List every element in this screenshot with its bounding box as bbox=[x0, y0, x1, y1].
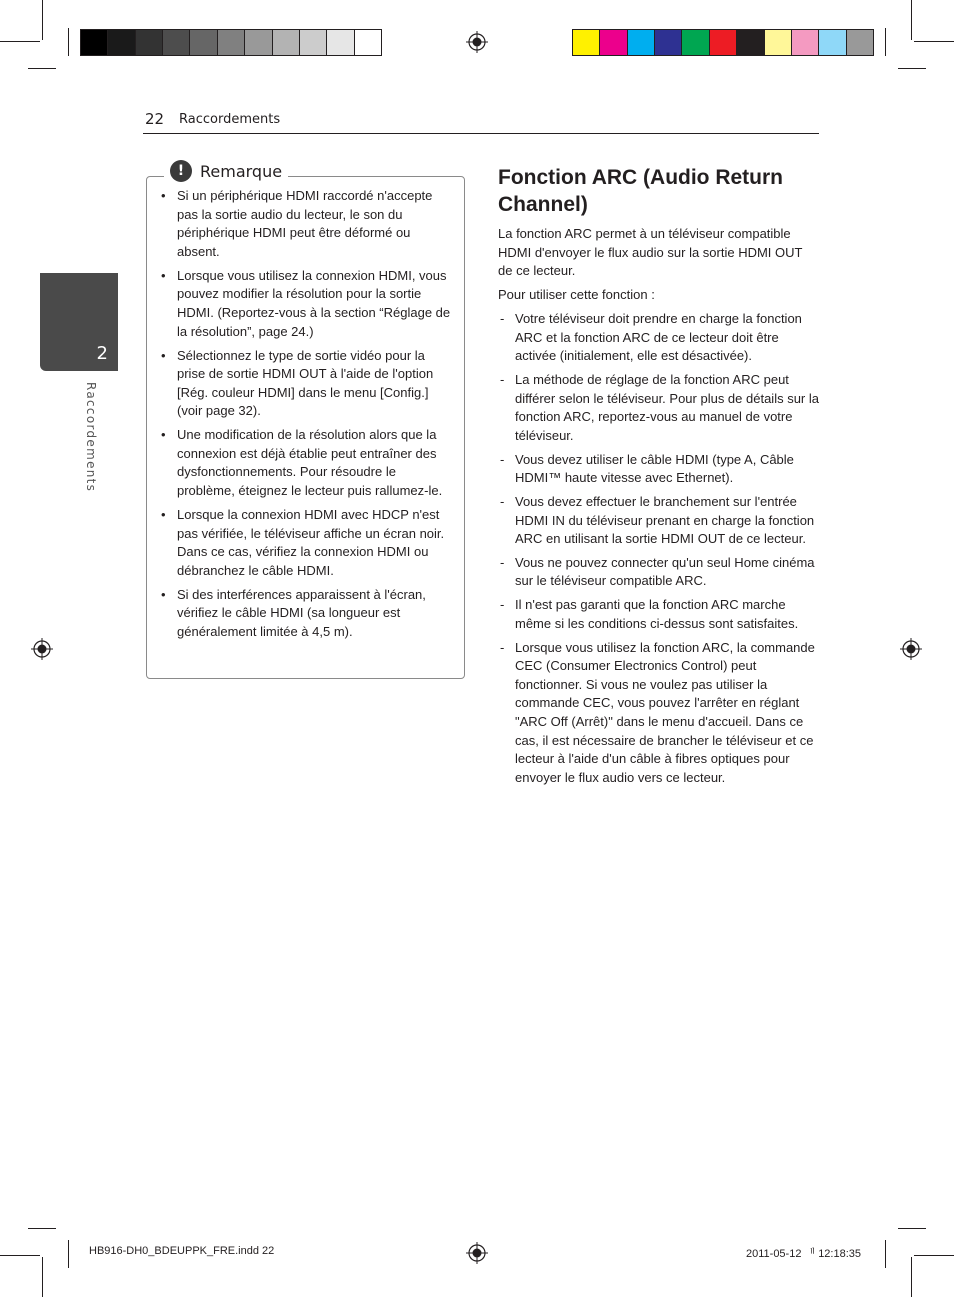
footer-filename: HB916-DH0_BDEUPPK_FRE.indd 22 bbox=[89, 1245, 275, 1257]
color-swatch bbox=[847, 30, 873, 55]
color-swatch bbox=[600, 30, 627, 55]
grayscale-bar bbox=[80, 29, 382, 56]
color-swatch bbox=[628, 30, 655, 55]
color-swatch bbox=[327, 30, 354, 55]
note-item: • Une modification de la résolution alors que la connexion est déjà établie peut entraîner des dysfonctionnements. Pour résoudre le problème, éteignez le lecteur puis rallumez-le. bbox=[160, 426, 454, 500]
color-bar bbox=[572, 29, 874, 56]
color-swatch bbox=[190, 30, 217, 55]
lead-paragraph: Pour utiliser cette fonction : bbox=[498, 287, 655, 302]
crop-mark bbox=[885, 28, 886, 56]
registration-mark-icon bbox=[31, 638, 53, 660]
color-swatch bbox=[273, 30, 300, 55]
requirement-item: - Vous devez effectuer le branchement sur l'entrée HDMI IN du téléviseur prenant en charge la fonction ARC en utilisant la sortie HDMI OUT de ce lecteur. bbox=[498, 493, 820, 549]
color-swatch bbox=[81, 30, 108, 55]
color-swatch bbox=[792, 30, 819, 55]
footer-datetime: 2011-05-12 ᅵᅵ 12:18:35 bbox=[746, 1248, 862, 1260]
color-swatch bbox=[355, 30, 381, 55]
crop-mark bbox=[898, 68, 926, 69]
crop-mark bbox=[28, 68, 56, 69]
header-rule bbox=[143, 133, 819, 134]
note-item: • Lorsque la connexion HDMI avec HDCP n'est pas vérifiée, le téléviseur affiche un écran noir. Dans ce cas, vérifiez la connexion HDMI ou débranchez le câble HDMI. bbox=[160, 506, 454, 580]
requirement-item: - Lorsque vous utilisez la fonction ARC, la commande CEC (Consumer Electronics Control) peut fonctionner. Si vous ne voulez pas utiliser la commande CEC, vous pouvez l'arrêter en réglant "ARC Off (Arrêt)" dans le menu d'accueil. Dans ce cas, il est nécessaire de brancher le téléviseur et ce lecteur à l'aide d'un câble à fibres optiques pour envoyer le flux audio vers ce lecteur. bbox=[498, 639, 820, 788]
crop-mark bbox=[0, 41, 40, 42]
color-swatch bbox=[245, 30, 272, 55]
registration-mark-icon bbox=[466, 31, 488, 53]
note-item: • Lorsque vous utilisez la connexion HDMI, vous pouvez modifier la résolution pour la sortie HDMI. (Reportez-vous à la section “Réglage de la résolution”, page 24.) bbox=[160, 267, 454, 341]
intro-paragraph: La fonction ARC permet à un téléviseur compatible HDMI d'envoyer le flux audio sur la sortie HDMI OUT de ce lecteur. bbox=[498, 226, 803, 279]
section-title: Fonction ARC (Audio Return Channel) bbox=[498, 166, 784, 216]
crop-mark bbox=[898, 1228, 926, 1229]
crop-mark bbox=[911, 0, 912, 40]
crop-mark bbox=[28, 1228, 56, 1229]
requirement-item: - La méthode de réglage de la fonction ARC peut différer selon le téléviseur. Pour plus de détails sur la fonction ARC, reportez-vous au manuel de votre téléviseur. bbox=[498, 371, 820, 445]
color-swatch bbox=[737, 30, 764, 55]
chapter-number: 2 bbox=[96, 343, 108, 364]
note-title: Remarque bbox=[200, 161, 283, 181]
color-swatch bbox=[163, 30, 190, 55]
registration-mark-icon bbox=[466, 1242, 488, 1264]
color-swatch bbox=[218, 30, 245, 55]
color-swatch bbox=[573, 30, 600, 55]
requirements-list bbox=[498, 310, 820, 793]
color-swatch bbox=[765, 30, 792, 55]
crop-mark bbox=[914, 41, 954, 42]
note-header bbox=[164, 160, 288, 182]
exclamation-icon: ! bbox=[170, 160, 192, 182]
page-number: 22 bbox=[145, 110, 165, 128]
color-swatch bbox=[136, 30, 163, 55]
crop-mark bbox=[911, 1257, 912, 1297]
requirement-item: - Il n'est pas garanti que la fonction ARC marche même si les conditions ci-dessus sont satisfaites. bbox=[498, 596, 820, 633]
note-item: • Si des interférences apparaissent à l'écran, vérifiez le câble HDMI (sa longueur est généralement limitée à 4,5 m). bbox=[160, 586, 454, 642]
crop-mark bbox=[914, 1255, 954, 1256]
color-swatch bbox=[655, 30, 682, 55]
note-list bbox=[160, 187, 454, 647]
requirement-item: - Votre téléviseur doit prendre en charge la fonction ARC et la fonction ARC de ce lecteur doit être activée (initialement, elle est désactivée). bbox=[498, 310, 820, 366]
crop-mark bbox=[885, 1240, 886, 1268]
crop-mark bbox=[42, 1257, 43, 1297]
color-swatch bbox=[819, 30, 846, 55]
crop-mark bbox=[68, 1240, 69, 1268]
crop-mark bbox=[0, 1255, 40, 1256]
requirement-item: - Vous devez utiliser le câble HDMI (type A, Câble HDMI™ haute vitesse avec Ethernet). bbox=[498, 451, 820, 488]
color-swatch bbox=[300, 30, 327, 55]
crop-mark bbox=[68, 28, 69, 56]
running-head: Raccordements bbox=[179, 112, 281, 127]
note-item: • Sélectionnez le type de sortie vidéo pour la prise de sortie HDMI OUT à l'aide de l'option [Rég. couleur HDMI] dans le menu [Config.] (voir page 32). bbox=[160, 347, 454, 421]
note-item: • Si un périphérique HDMI raccordé n'accepte pas la sortie audio du lecteur, le son du périphérique HDMI peut être déformé ou absent. bbox=[160, 187, 454, 261]
registration-mark-icon bbox=[900, 638, 922, 660]
crop-mark bbox=[42, 0, 43, 40]
color-swatch bbox=[108, 30, 135, 55]
color-swatch bbox=[710, 30, 737, 55]
chapter-label: Raccordements bbox=[84, 382, 98, 493]
color-swatch bbox=[682, 30, 709, 55]
requirement-item: - Vous ne pouvez connecter qu'un seul Home cinéma sur le téléviseur compatible ARC. bbox=[498, 554, 820, 591]
